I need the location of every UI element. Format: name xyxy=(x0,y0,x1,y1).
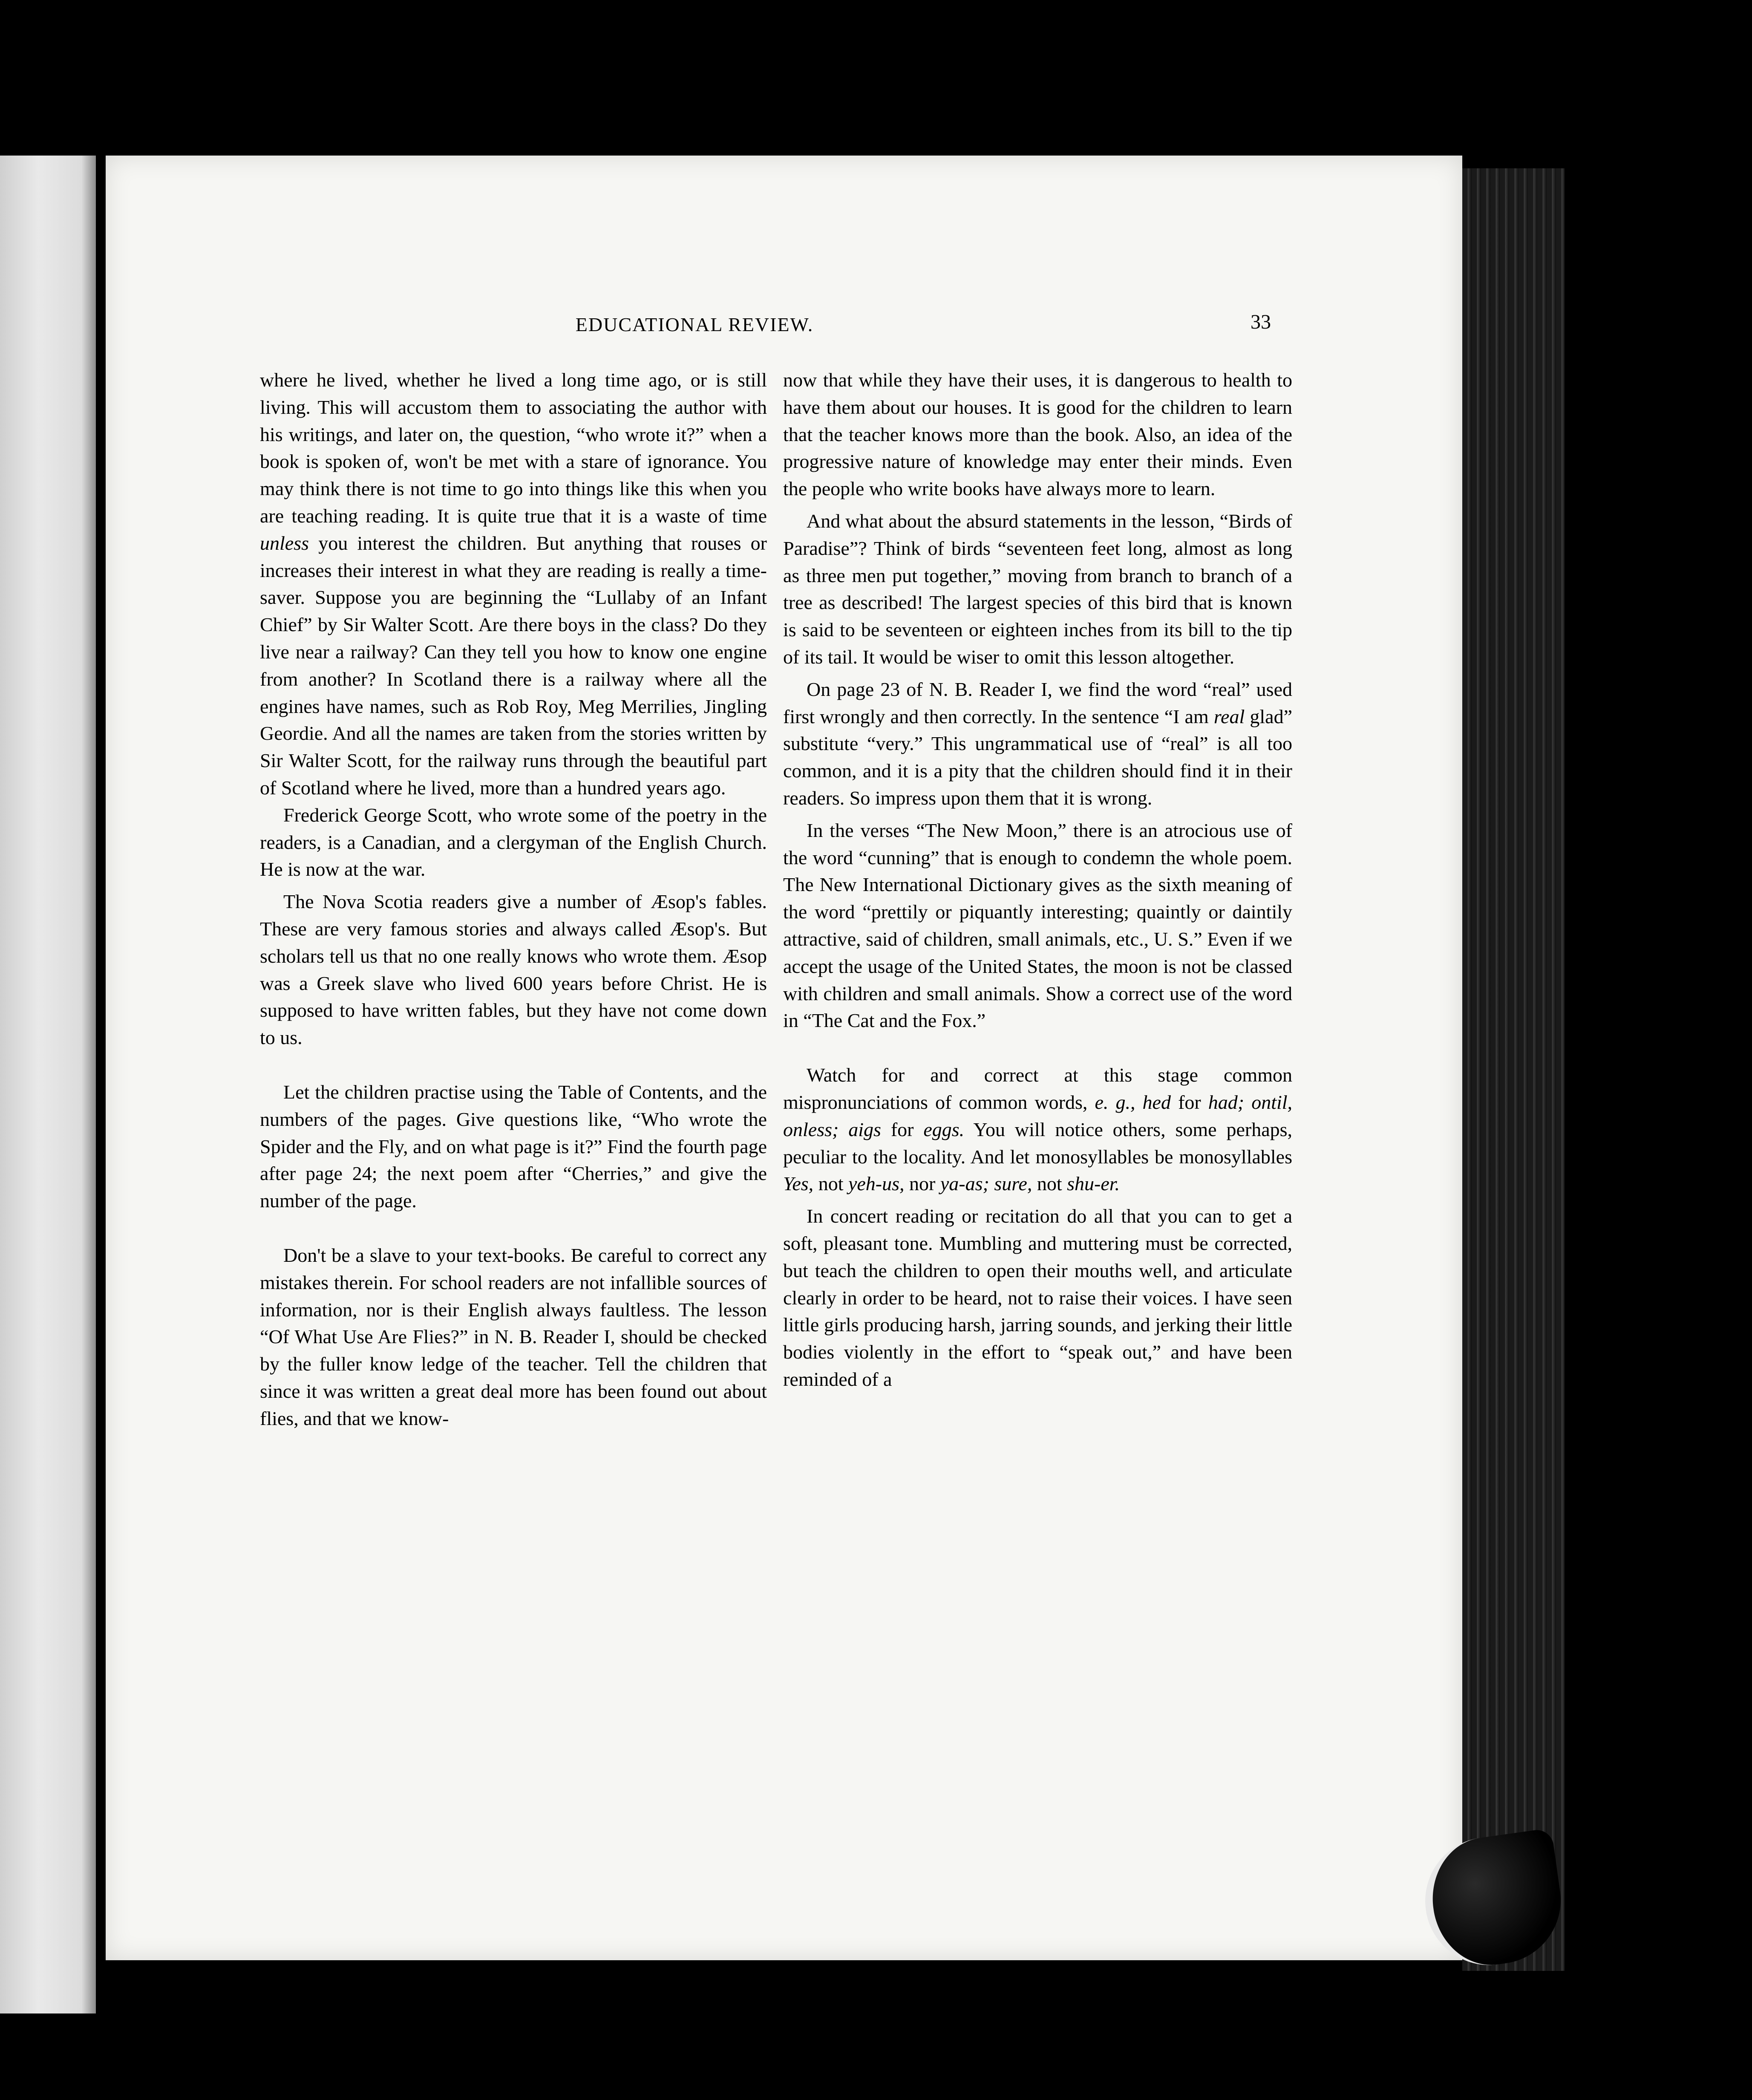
paragraph: Frederick George Scott, who wrote some of the poetry in the readers, is a Canadian, and a clergyman of the English Church. He is now at the war. xyxy=(260,804,767,880)
paragraph: Don't be a slave to your text-books. Be careful to correct any mistakes therein. For school readers are not infallible sources of information, nor is their English always faultless. The lesson “Of What Use Are Flies?” in N. B. Reader I, should be checked by the fuller know ledge of the teacher. Tell the children that since it was written a great deal more has been found out about flies, and that we know- xyxy=(260,1244,767,1429)
right-column xyxy=(783,366,1292,1393)
emphasis: real xyxy=(1213,705,1245,727)
paragraph: Watch for and correct at this stage common mispronunciations of common words, e. g., hed for had; ontil, onless; aigs for eggs. You will notice others, some perhaps, peculiar to the locality. And let monosyllables be monosyllables Yes, not yeh-us, nor ya-as; sure, not shu-er. xyxy=(783,1064,1293,1195)
paragraph: And what about the absurd statements in the lesson, “Birds of Paradise”? Think of birds “seventeen feet long, almost as long as three men put together,” moving from branch to branch of a tree as described! The largest species of this bird that is known is said to be seventeen or eighteen inches from its bill to the tip of its tail. It would be wiser to omit this lesson altogether. xyxy=(783,510,1292,668)
paragraph: In the verses “The New Moon,” there is an atrocious use of the word “cunning” that is enough to condemn the whole poem. The New International Dictionary gives as the sixth meaning of the word “prettily or piquantly interesting; quaintly or daintily attractive, said of children, small animals, etc., U. S.” Even if we accept the usage of the United States, the moon is not be classed with children and small animals. Show a correct use of the word in “The Cat and the Fox.” xyxy=(783,819,1292,1032)
paragraph: Let the children practise using the Table of Contents, and the numbers of the pages. Give questions like, “Who wrote the Spider and the Fly, and on what page is it?” Find the fourth page after page 24; the next poem after “Cherries,” and give the number of the page. xyxy=(260,1081,767,1212)
page-number: 33 xyxy=(1251,311,1271,333)
facing-page-edge xyxy=(0,156,96,2013)
paragraph: On page 23 of N. B. Reader I, we find the word “real” used first wrongly and then correctly. In the sentence “I am real glad” substitute “very.” This ungrammatical use of “real” is all too common, and it is a pity that the children should find it in their readers. So impress upon them that it is wrong. xyxy=(783,678,1292,809)
paragraph: now that while they have their uses, it is dangerous to health to have them about our houses. It is good for the children to learn that the teacher knows more than the book. Also, an idea of the progressive nature of knowledge may enter their minds. Even the people who write books have always more to learn. xyxy=(783,369,1292,500)
paragraph: The Nova Scotia readers give a number of Æsop's fables. These are very famous stories and always called Æsop's. But scholars tell us that no one really knows who wrote them. Æsop was a Greek slave who lived 600 years before Christ. He is supposed to have written fables, but they have not come down to us. xyxy=(260,891,767,1049)
running-title: EDUCATIONAL REVIEW. xyxy=(575,314,814,335)
paragraph: where he lived, whether he lived a long time ago, or is still living. This will accustom them to associating the author with his writings, and later on, the question, “who wrote it?” when a book is spoken of, won't be met with a stare of ignorance. You may think there is not time to go into things like this when you are teaching reading. It is quite true that it is a waste of time unless you interest the children. But anything that rouses or increases their interest in what they are reading is really a time-saver. Suppose you are beginning the “Lullaby of an Infant Chief” by Sir Walter Scott. Are there boys in the class? Do they live near a railway? Can they tell you how to know one engine from another? In Scotland there is a railway where all the engines have names, such as Rob Roy, Meg Merrilies, Jingling Geordie. And all the names are taken from the stories written by Sir Walter Scott, for the railway runs through the beautiful part of Scotland where he lived, more than a hundred years ago. xyxy=(260,369,767,799)
left-column xyxy=(260,366,767,1432)
emphasis: unless xyxy=(260,532,309,554)
page-stack-edges xyxy=(1462,168,1565,1971)
paragraph: In concert reading or recitation do all that you can to get a soft, pleasant tone. Mumbling and muttering must be corrected, but teach the children to open their mouths well, and articulate clearly in order to be heard, not to raise their voices. I have seen little girls producing harsh, jarring sounds, and jerking their little bodies violently in the effort to “speak out,” and have been reminded of a xyxy=(783,1205,1292,1390)
